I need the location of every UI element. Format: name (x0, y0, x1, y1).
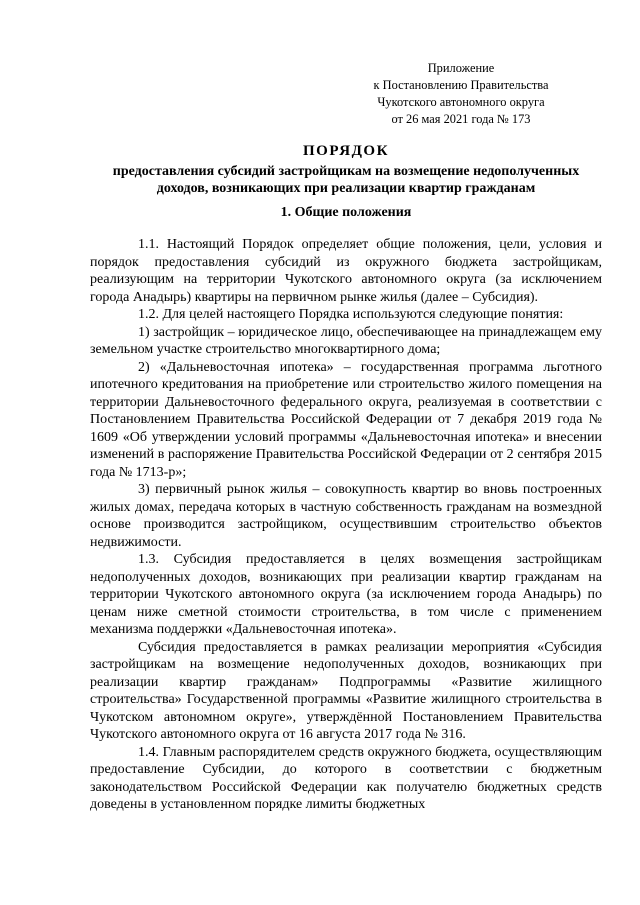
appendix-line: к Постановлению Правительства (373, 78, 549, 92)
paragraph: Субсидия предоставляется в рамках реализации мероприятия «Субсидия застройщикам на возмещение недополученных доходов, возникающих при реализации квартир гражданам» Подпрограммы «Развитие жилищного строительства» Государственной программы «Развитие жилищного строительства в Чукотском автономном округе», утверждённой Постановлением Правительства Чукотского автономного округа от 16 августа 2017 года № 316. (90, 639, 602, 742)
paragraph: 1.4. Главным распорядителем средств окружного бюджета, осуществляющим предоставление Субсидии, до которого в соответствии с бюджетным законодательством Российской Федерации как получателю бюджетных средств доведены в установленном порядке лимиты бюджетных (90, 744, 602, 812)
paragraph: 1.3. Субсидия предоставляется в целях возмещения застройщикам недополученных доходов, возникающих при реализации квартир гражданам на территории Чукотского автономного округа (за исключением города Анадырь) по ценам ниже сметной стоимости строительства, в том числе с применением механизма поддержки «Дальневосточная ипотека». (90, 552, 602, 637)
paragraph: 3) первичный рынок жилья – совокупность квартир во вновь построенных жилых домах, передача которых в частную собственность гражданам на возмездной основе производится застройщиком, осуществившим строительство объектов недвижимости. (90, 482, 602, 550)
paragraph: 1.2. Для целей настоящего Порядка используются следующие понятия: (138, 307, 564, 322)
paragraph: 1.1. Настоящий Порядок определяет общие положения, цели, условия и порядок предоставления субсидий из окружного бюджета застройщикам, реализующим на территории Чукотского автономного округа (за исключением города Анадырь) квартиры на первичном рынке жилья (далее – Субсидия). (90, 237, 602, 305)
title-main: ПОРЯДОК (303, 143, 389, 159)
appendix-line: Чукотского автономного округа (377, 95, 545, 109)
appendix-header (356, 60, 566, 128)
section-heading: 1. Общие положения (280, 205, 412, 220)
title-subtitle: предоставления субсидий застройщикам на возмещение недополученных доходов, возникающих при реализации квартир гражданам (112, 164, 580, 196)
paragraph: 2) «Дальневосточная ипотека» – государственная программа льготного ипотечного кредитования на приобретение или строительство жилого помещения на территории Дальневосточного федерального округа, реализуемая в соответствии с Постановлением Правительства Российской Федерации от 7 декабря 2019 года № 1609 «Об утверждении условий программы «Дальневосточная ипотека» и внесении изменений в распоряжение Правительства Российской Федерации от 2 сентября 2015 года № 1713-р»; (90, 359, 602, 480)
appendix-line: от 26 мая 2021 года № 173 (391, 112, 531, 126)
document-body (90, 236, 602, 814)
appendix-line: Приложение (427, 61, 495, 75)
paragraph: 1) застройщик – юридическое лицо, обеспечивающее на принадлежащем ему земельном участке строительство многоквартирного дома; (90, 324, 602, 357)
document-title (90, 143, 602, 197)
